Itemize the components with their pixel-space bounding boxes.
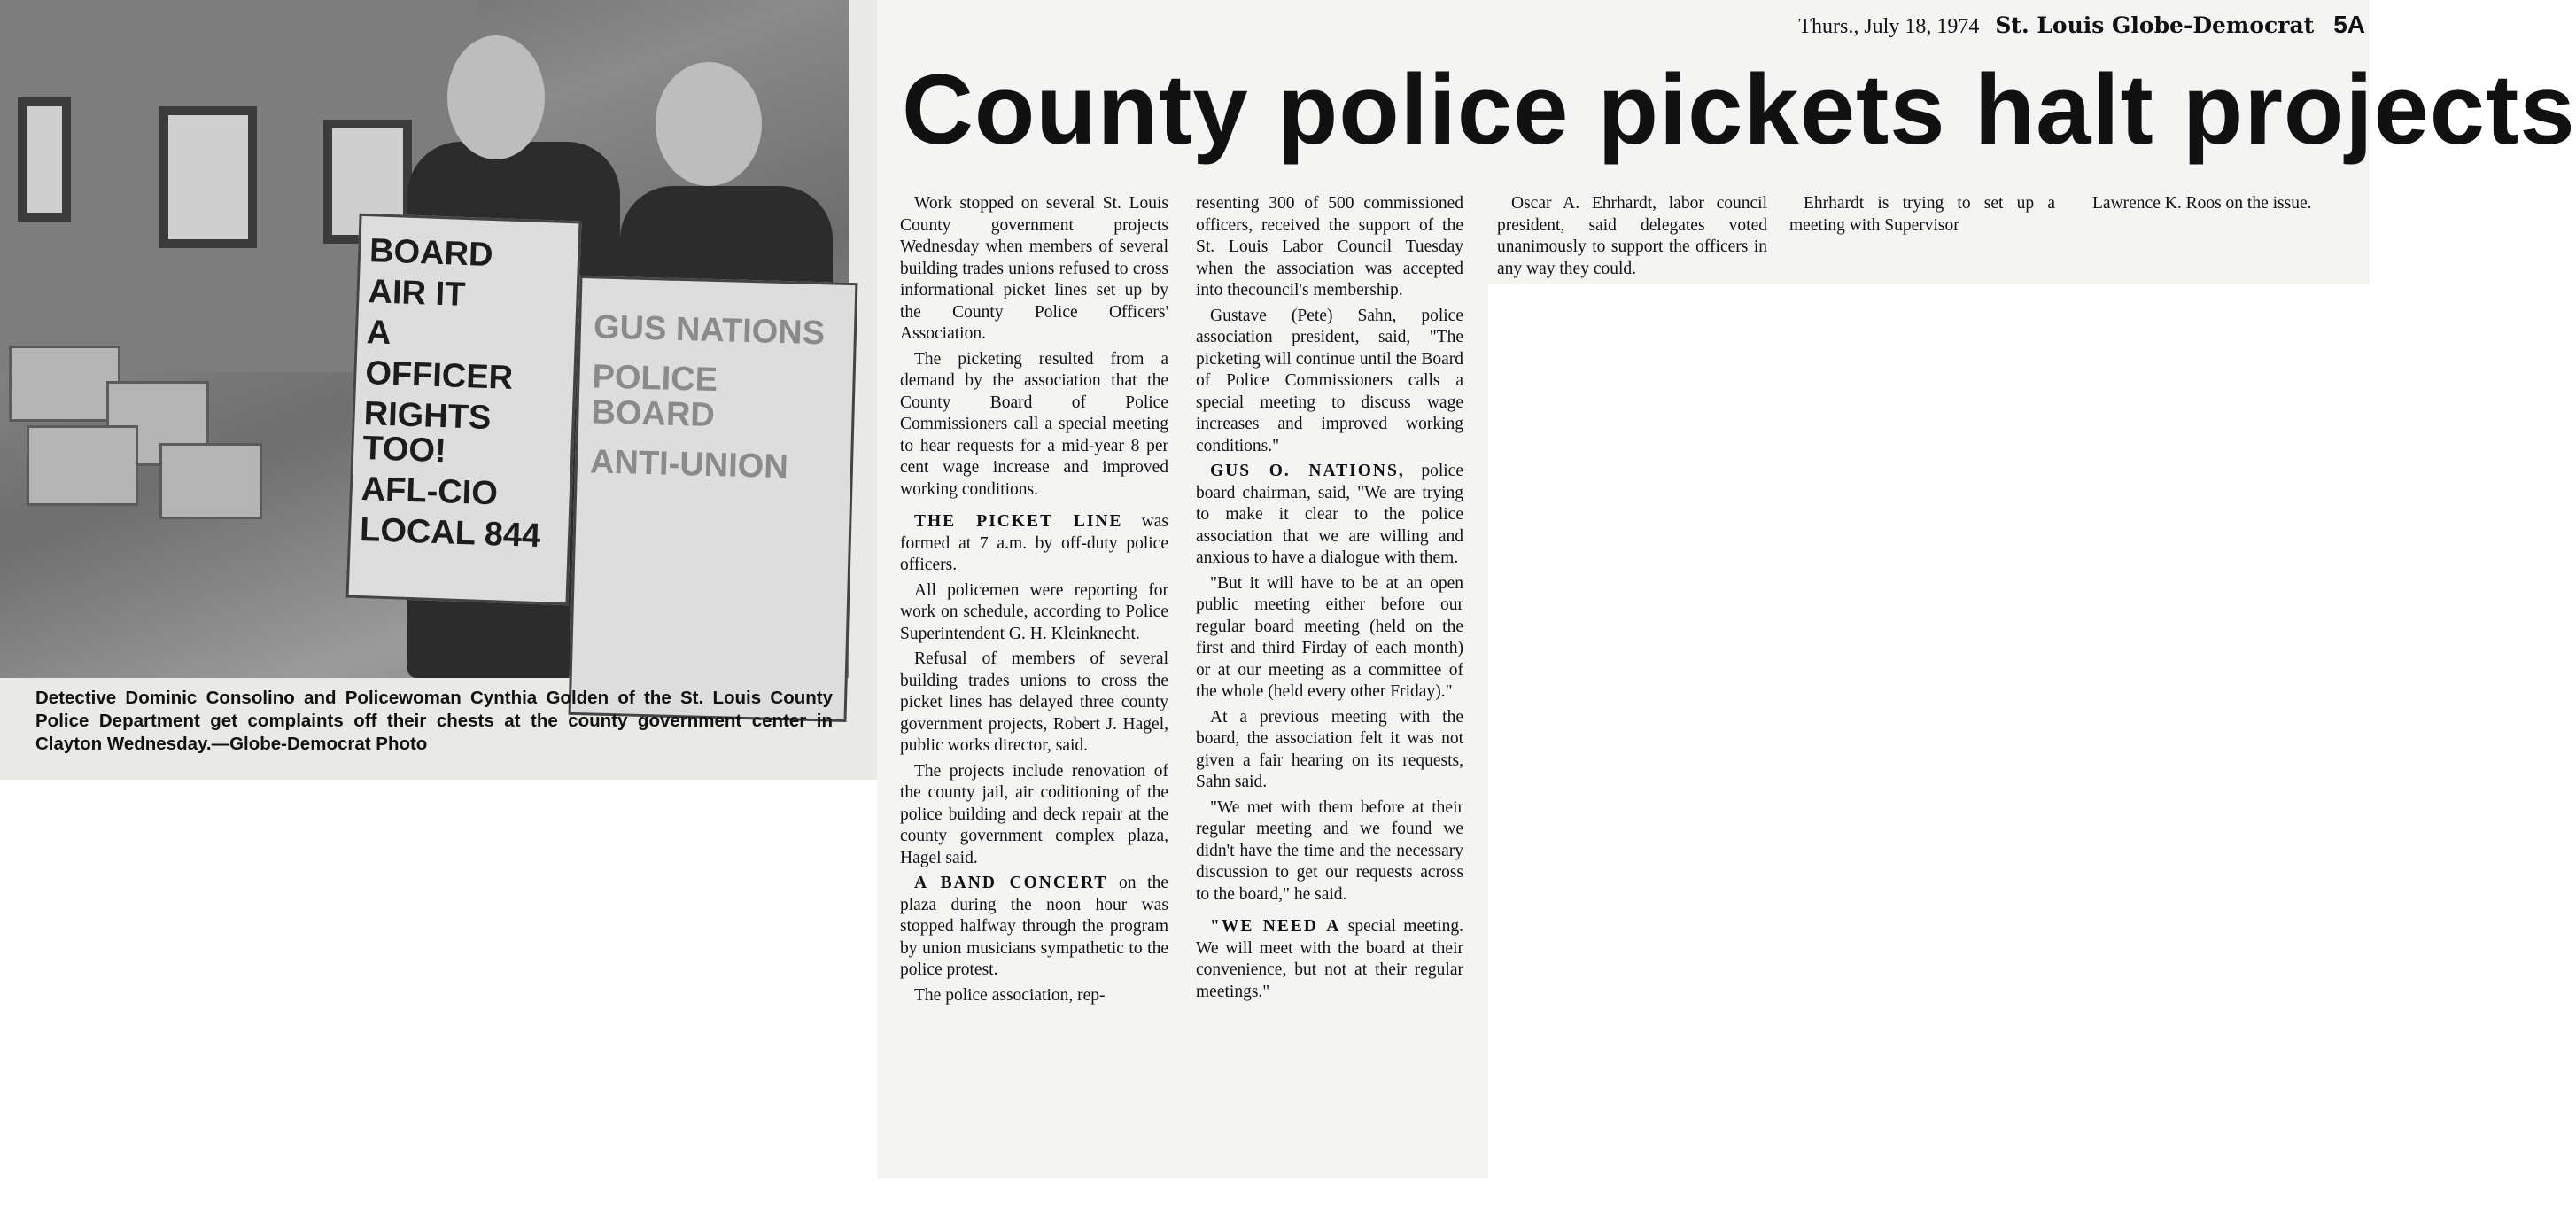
sign-text: BOARD [369,232,494,275]
article-paragraph [1789,193,2055,237]
article-paragraph [900,761,1168,870]
article-paragraph [900,580,1168,646]
sign-text: A [366,313,392,352]
page-number: 5A [2333,11,2365,38]
sign-text: LOCAL 844 [359,511,541,556]
picket-sign-left [346,214,582,605]
article-paragraph [1196,707,1463,794]
section-lead: A BAND CONCERT [914,874,1108,892]
article-paragraph [1497,193,1767,280]
article-paragraph [900,193,1168,346]
paragraph-text: Work stopped on several St. Louis County government projects Wednesday when members of several building trades unions refused to cross informational picket lines set up by the County Police Officers' Association. [900,194,1168,343]
photo-window [159,106,257,248]
sign-text: POLICE BOARD [590,358,718,434]
paragraph-text: was formed at 7 a.m. by off-duty police officers. [900,512,1169,574]
article-paragraph [1196,916,1463,1003]
dateline [1781,11,2365,39]
article-paragraph [1196,306,1463,458]
photo-crate [27,425,138,506]
photo-head-policewoman [656,62,762,186]
paragraph-text: resenting 300 of 500 commissioned officers, received the support of the St. Louis Labor Council Tuesday when the association was accepted into thecouncil's membership. [1196,194,1463,299]
sign-text: GUS NATIONS [593,308,826,353]
section-lead: THE PICKET LINE [914,512,1123,531]
article-paragraph [900,873,1168,982]
paragraph-text: The picketing resulted from a demand by the association that the County Board of Police Commissioners call a special meeting to hear requests for a mid-year 8 per cent wage increase and improved working conditions. [900,349,1168,499]
article-paragraph [1196,797,1463,906]
paragraph-text: All policemen were reporting for work on schedule, according to Police Superintendent G. H. Kleinknecht. [900,580,1168,643]
section-lead: "WE NEED A [1210,917,1341,936]
paragraph-text: police board chairman, said, "We are trying to make it clear to the police association that we are willing and anxious to have a dialogue with them. [1196,462,1463,567]
article-column-2 [1196,193,1463,1007]
article-column-3 [1497,193,1767,284]
paragraph-text: The police association, rep- [914,985,1106,1005]
article-paragraph [900,511,1168,577]
photo-caption: Detective Dominic Consolino and Policewoman Cynthia Golden of the St. Louis County Police Department get complaints off their chests at the county government center in Clayton Wednesday.—Globe-Democrat Photo [35,688,833,754]
sign-text: RIGHTS TOO! [361,394,492,470]
article-paragraph [1196,573,1463,704]
newspaper-name: St. Louis Globe-Democrat [1995,12,2315,38]
paragraph-text: Oscar A. Ehrhardt, labor council president, said delegates voted unanimously to support the officers in any way they could. [1497,194,1767,278]
photo-crate [9,346,120,422]
photo-crate [159,443,262,519]
paragraph-text: The projects include renovation of the county jail, air coditioning of the police building and deck repair at the county government complex plaza, Hagel said. [900,761,1168,867]
article-column-1 [900,193,1168,1010]
paragraph-text: "We met with them before at their regular meeting and we found we didn't have the time and the necessary discussion to get our requests across to the board," he said. [1196,797,1463,904]
article-paragraph [1196,193,1463,302]
sign-text: ANTI-UNION [589,443,789,486]
sign-text: OFFICER [364,354,514,397]
sign-text: AIR IT [367,273,467,314]
paragraph-text: At a previous meeting with the board, the association felt it was not given a fair hearing on its requests, Sahn said. [1196,707,1463,791]
article-column-4 [1789,193,2055,240]
paragraph-text: Gustave (Pete) Sahn, police association president, said, "The picketing will continue until the Board of Police Commissioners calls a special meeting to discuss wage increases and improved working conditions." [1196,306,1463,455]
issue-date: Thurs., July 18, 1974 [1798,15,1980,38]
article-paragraph [900,649,1168,758]
picket-sign-right [569,276,858,722]
photo-head-detective [447,35,545,159]
article-headline: County police pickets halt projects [902,54,2576,165]
news-photo [0,0,849,678]
paragraph-text: Lawrence K. Roos on the issue. [2092,194,2312,213]
paragraph-text: "But it will have to be at an open public meeting either before our regular board meeting (held on the first and third Firday of each month) or at our meeting as a committee of the whole (held every other Friday)." [1196,573,1463,701]
section-lead: GUS O. NATIONS, [1210,462,1405,480]
article-paragraph [900,349,1168,501]
paragraph-text: special meeting. We will meet with the board at their convenience, but not at their regular meetings." [1196,917,1463,1001]
article-paragraph [2092,193,2363,215]
paragraph-text: Ehrhardt is trying to set up a meeting with Supervisor [1789,194,2055,235]
photo-window [18,97,71,222]
article-paragraph [900,985,1168,1007]
paragraph-text: Refusal of members of several building trades unions to cross the picket lines has delayed three county government projects, Robert J. Hagel, public works director, said. [900,649,1168,755]
paragraph-text: on the plaza during the noon hour was stopped halfway through the program by union musicians sympathetic to the police protest. [900,874,1168,979]
article-paragraph [1196,461,1463,570]
sign-text: AFL-CIO [361,470,499,513]
article-column-5 [2092,193,2363,219]
